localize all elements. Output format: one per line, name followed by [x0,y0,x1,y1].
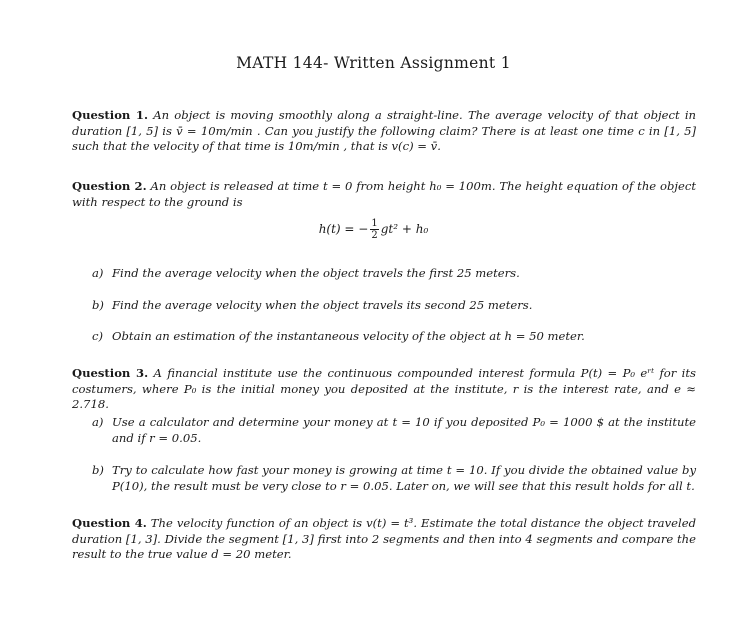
question-2-label: Question 2. [72,179,147,193]
item-label: a) [92,266,104,280]
item-label: c) [92,329,104,343]
question-1 [72,108,696,155]
height-equation [0,218,747,241]
page-title: MATH 144- Written Assignment 1 [236,54,511,72]
question-4 [72,516,696,563]
question-2-item-a [92,265,696,281]
fraction-denominator: 2 [371,230,378,241]
question-1-text: An object is moving smoothly along a straight-line. The average velocity of that object in duration [1, 5] is v̄ = 10m/min . Can you justify the following claim? There is at least one time c in [1, 5] such that the velocity of that time is 10m/min , that is v(c) = v̄. [72,108,697,153]
item-label: b) [92,298,104,312]
item-label: a) [92,415,104,429]
question-2 [72,179,696,210]
question-2-text: An object is released at time t = 0 from height h₀ = 100m. The height equation of the object with respect to the ground is [72,179,697,209]
item-label: b) [92,463,104,477]
item-text: Find the average velocity when the object travels the first 25 meters. [112,266,520,280]
item-text: Find the average velocity when the object travels its second 25 meters. [112,298,533,312]
formula-right: gt² + h₀ [380,222,429,236]
question-2-item-c [92,328,696,344]
question-4-label: Question 4. [72,516,147,530]
question-3-item-b [92,462,696,494]
item-text: Use a calculator and determine your money at t = 10 if you deposited P₀ = 1000 $ at the institute and if r = 0.05. [112,415,696,445]
question-3-text: A financial institute use the continuous compounded interest formula P(t) = P₀ eʳᵗ for its costumers, where P₀ is the initial money you deposited at the institute, r is the interest rate, and e ≈ 2.718. [72,366,696,411]
item-text: Try to calculate how fast your money is growing at time t = 10. If you divide the obtained value by P(10), the result must be very close to r = 0.05. Later on, we will see that this result holds for all t. [112,463,696,493]
item-text: Obtain an estimation of the instantaneous velocity of the object at h = 50 meter. [112,329,585,343]
question-1-label: Question 1. [72,108,149,122]
question-3-label: Question 3. [72,366,149,380]
formula-left: h(t) = − [318,222,369,236]
question-3 [72,366,696,413]
question-2-item-b [92,297,696,313]
formula-fraction [370,218,378,241]
question-4-text: The velocity function of an object is v(t) = t³. Estimate the total distance the object traveled duration [1, 3]. Divide the segment [1, 3] first into 2 segments and then into 4 segments and compare the result to the true value d = 20 meter. [72,516,696,561]
question-3-item-a [92,414,696,446]
fraction-numerator: 1 [371,218,378,229]
